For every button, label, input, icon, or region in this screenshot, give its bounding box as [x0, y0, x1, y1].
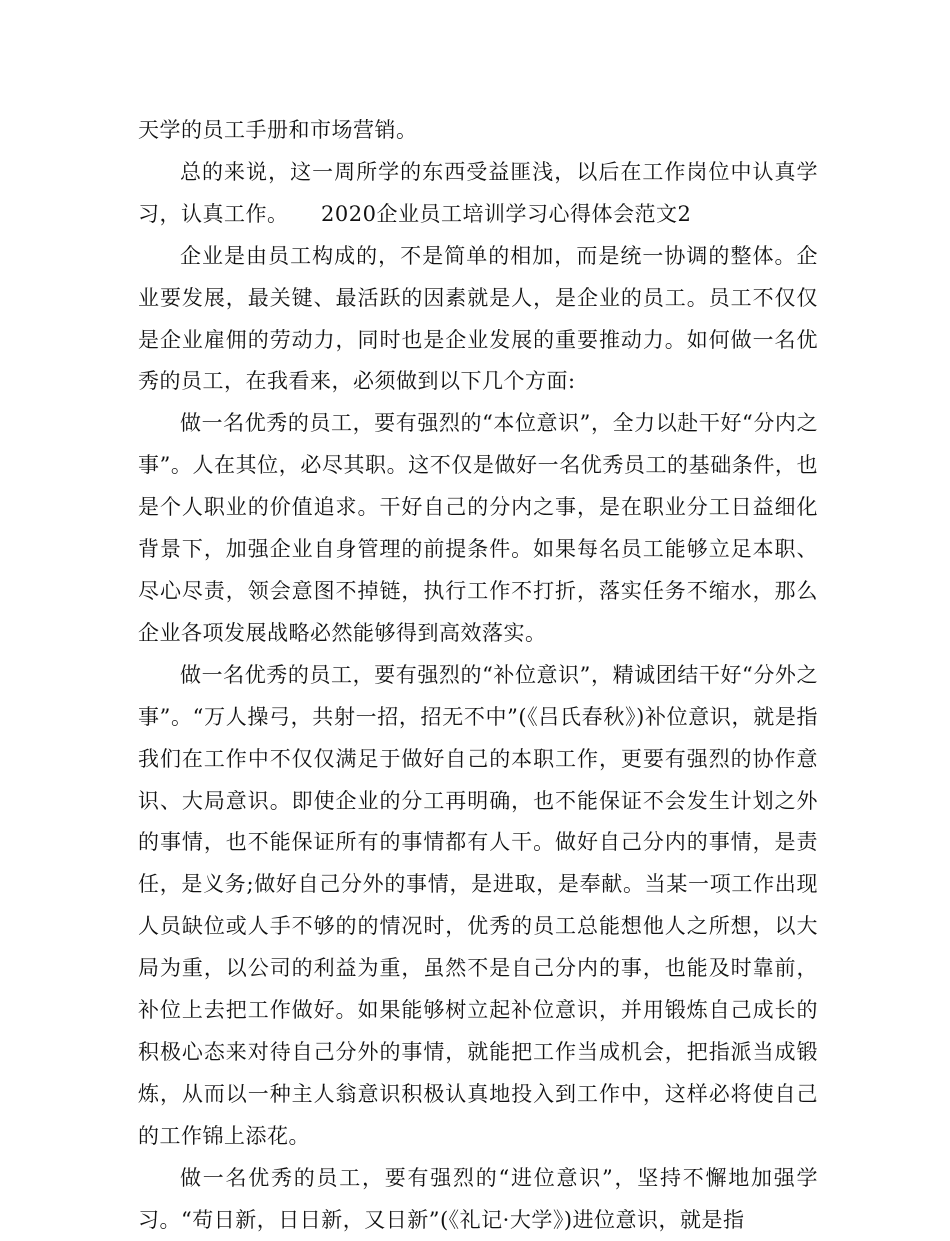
paragraph-summary: 总的来说，这一周所学的东西受益匪浅，以后在工作岗位中认真学习，认真工作。 2020企业员工培训学习心得体会范文2	[138, 159, 818, 226]
paragraph-progress-awareness: 做一名优秀的员工，要有强烈的“进位意识”，坚持不懈地加强学习。“苟日新，日日新，又日新”(《礼记·大学》)进位意识，就是指	[138, 1165, 818, 1232]
paragraph-support-awareness: 做一名优秀的员工，要有强烈的“补位意识”，精诚团结干好“分外之事”。“万人操弓，共射一招，招无不中”(《吕氏春秋》)补位意识，就是指我们在工作中不仅仅满足于做好自己的本职工作，更要有强烈的协作意识、大局意识。即使企业的分工再明确，也不能保证不会发生计划之外的事情，也不能保证所有的事情都有人干。做好自己分内的事情，是责任，是义务;做好自己分外的事情，是进取，是奉献。当某一项工作出现人员缺位或人手不够的的情况时，优秀的员工总能想他人之所想，以大局为重，以公司的利益为重，虽然不是自己分内的事，也能及时靠前，补位上去把工作做好。如果能够树立起补位意识，并用锻炼自己成长的积极心态来对待自己分外的事情，就能把工作当成机会，把指派当成锻炼，从而以一种主人翁意识积极认真地投入到工作中，这样必将使自己的工作锦上添花。	[138, 662, 818, 1148]
paragraph-intro: 企业是由员工构成的，不是简单的相加，而是统一协调的整体。企业要发展，最关键、最活跃的因素就是人，是企业的员工。员工不仅仅是企业雇佣的劳动力，同时也是企业发展的重要推动力。如何做一名优秀的员工，在我看来，必须做到以下几个方面:	[138, 243, 818, 394]
paragraph-position-awareness: 做一名优秀的员工，要有强烈的“本位意识”，全力以赴干好“分内之事”。人在其位，必尽其职。这不仅是做好一名优秀员工的基础条件，也是个人职业的价值追求。干好自己的分内之事，是在职业分工日益细化背景下，加强企业自身管理的前提条件。如果每名员工能够立足本职、尽心尽责，领会意图不掉链，执行工作不打折，落实任务不缩水，那么企业各项发展战略必然能够得到高效落实。	[138, 411, 818, 645]
document-body	[138, 110, 818, 1241]
paragraph-continuation: 天学的员工手册和市场营销。	[138, 118, 418, 142]
